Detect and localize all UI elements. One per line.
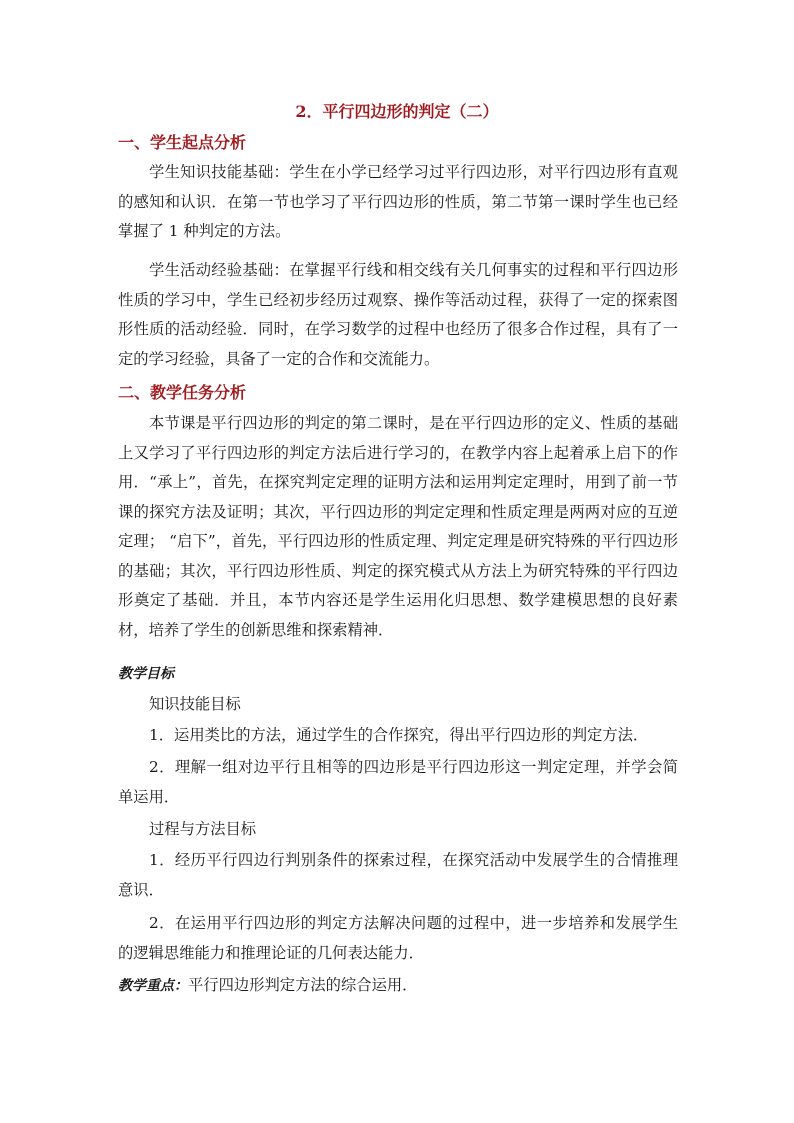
process-objective-1: 1．经历平行四边行判别条件的探索过程，在探究活动中发展学生的合情推理意识． — [118, 851, 678, 899]
paragraph-knowledge-basis: 学生知识技能基础：学生在小学已经学习过平行四边形，对平行四边形有直观的感知和认识．在第一节也学习了平行四边形的性质，第二节第一课时学生也已经掌握了 1 种判定的方法。 — [118, 163, 678, 240]
key-point-label: 教学重点： — [118, 978, 188, 994]
knowledge-objective-1: 1．运用类比的方法，通过学生的合作探究，得出平行四边形的判定方法． — [149, 726, 649, 744]
process-objective-2: 2．在运用平行四边形的判定方法解决问题的过程中，进一步培养和发展学生的逻辑思维能力和推理论证的几何表达能力． — [118, 914, 678, 962]
knowledge-objective-heading: 知识技能目标 — [149, 695, 241, 713]
objectives-heading: 教学目标 — [118, 666, 174, 682]
document-title: 2．平行四边形的判定（二） — [295, 102, 499, 121]
paragraph-task-analysis: 本节课是平行四边形的判定的第二课时，是在平行四边形的定义、性质的基础上又学习了平行四边形的判定方法后进行学习的，在教学内容上起着承上启下的作用．“承上”，首先，在探究判定定理的证明方法和运用判定定理时，用到了前一节课的探究方法及证明；其次，平行四边形的判定定理和性质定理是两两对应的互逆定理； “启下”，首先，平行四边形的性质定理、判定定理是研究特殊的平行四边形的基础；其次，平行四边形性质、判定的探究模式从方法上为研究特殊的平行四边形奠定了基础．并且，本节内容还是学生运用化归思想、数学建模思想的良好素材，培养了学生的创新思维和探索精神． — [118, 414, 678, 639]
section-heading-task-analysis: 二、教学任务分析 — [118, 383, 247, 402]
key-point-line — [118, 974, 417, 997]
section-heading-student-analysis: 一、学生起点分析 — [118, 133, 247, 152]
paragraph-activity-experience: 学生活动经验基础：在掌握平行线和相交线有关几何事实的过程和平行四边形性质的学习中，学生已经初步经历过观察、操作等活动过程，获得了一定的探索图形性质的活动经验．同时，在学习数学的过程中也经历了很多合作过程，具有了一定的学习经验，具备了一定的合作和交流能力。 — [118, 261, 678, 368]
knowledge-objective-2: 2．理解一组对边平行且相等的四边形是平行四边形这一判定定理，并学会简单运用． — [118, 758, 678, 806]
process-objective-heading: 过程与方法目标 — [149, 820, 257, 838]
key-point-text: 平行四边形判定方法的综合运用． — [188, 976, 418, 994]
